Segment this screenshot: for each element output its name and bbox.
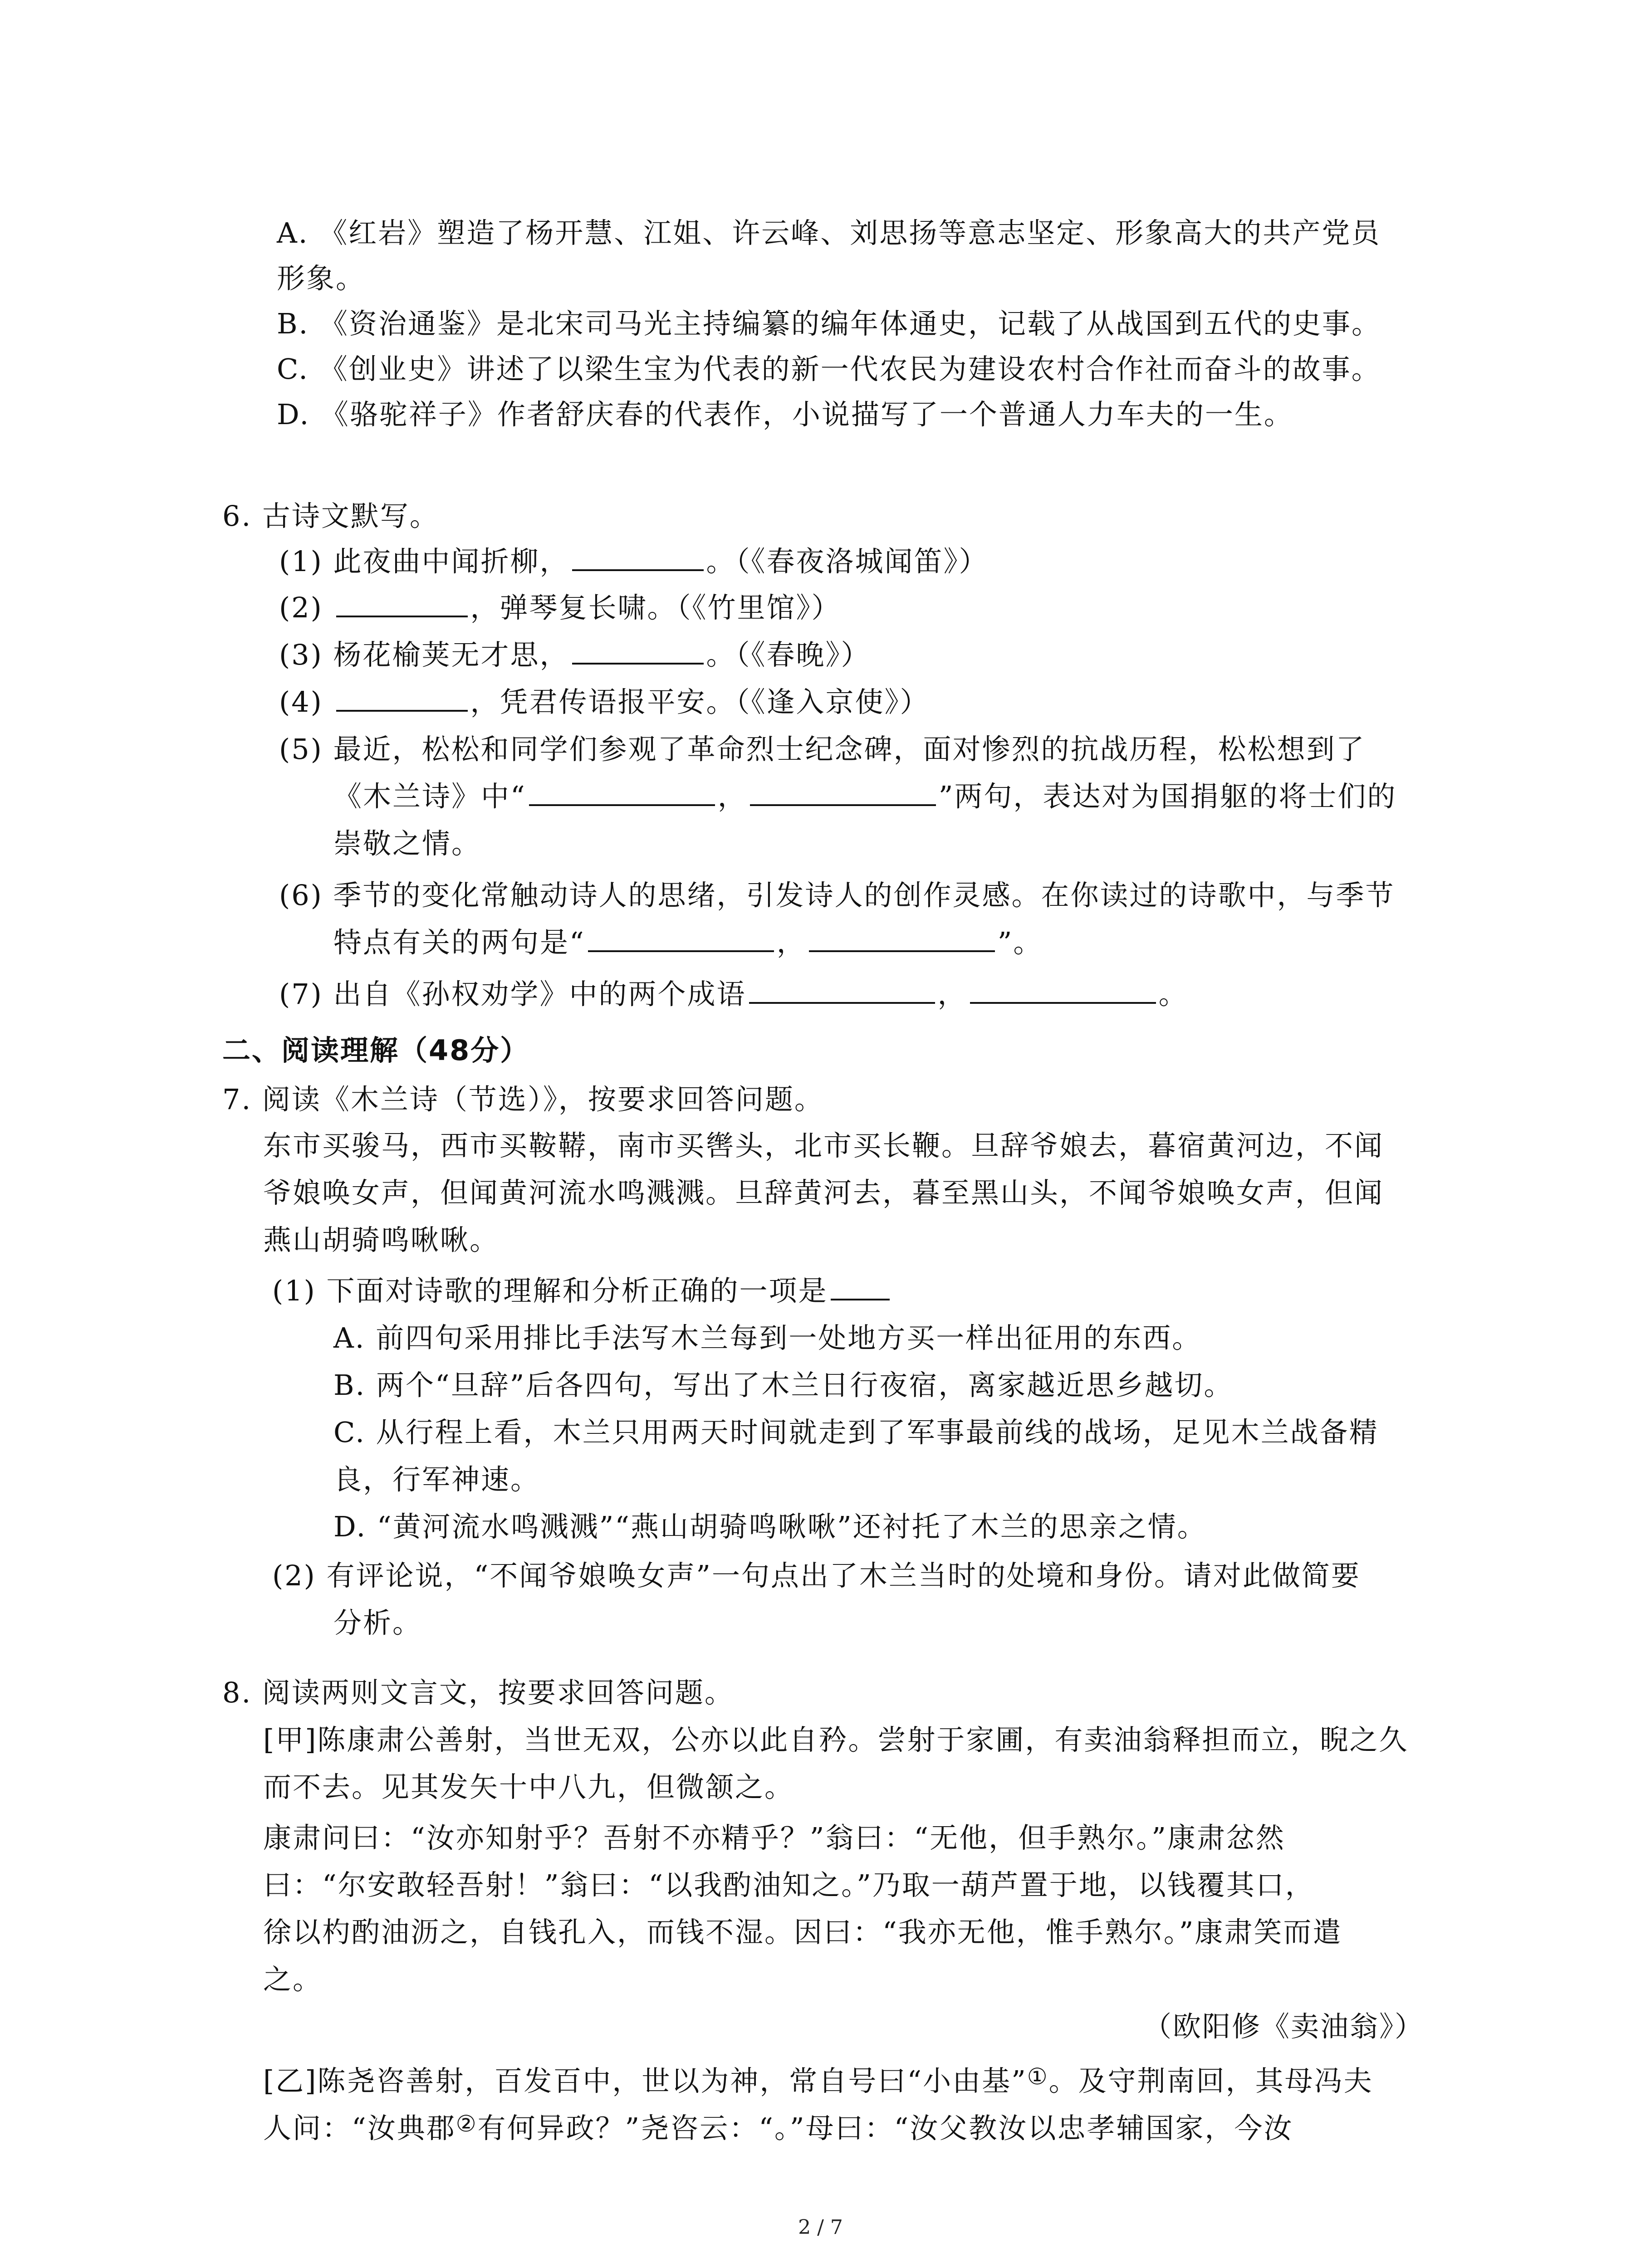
q6-item-1: [279, 543, 989, 580]
q6-item-5-line2: [333, 778, 1396, 815]
q5-option-d: D. 《骆驼祥子》作者舒庆春的代表作，小说描写了一个普通人力车夫的一生。: [277, 398, 1293, 431]
q8-jia-line3: 康肃问曰：“汝亦知射乎？吾射不亦精乎？”翁曰：“无他，但手熟尔。”康肃忿然: [263, 1821, 1285, 1854]
q7-sub1-text: (1) 下面对诗歌的理解和分析正确的一项是: [272, 1274, 828, 1307]
q6-item-7-tail: 。: [1158, 978, 1188, 1011]
q6-item-5-sep: ，: [717, 780, 747, 813]
q5-option-a-line2: 形象。: [277, 262, 366, 295]
q6-item-1-text: (1) 此夜曲中闻折柳，: [279, 545, 569, 578]
q6-item-4: [279, 684, 930, 720]
q5-option-b: B. 《资治通鉴》是北宋司马光主持编纂的编年体通史，记载了从战国到五代的史事。: [277, 307, 1381, 340]
answer-blank[interactable]: [336, 590, 468, 617]
q8-yi-tail: 有何异政？”尧咨云：“。”母曰：“汝父教汝以忠孝辅国家，今汝: [477, 2112, 1293, 2145]
q6-item-5-text: 《木兰诗》中“: [333, 780, 526, 813]
q8-yi-line2: [263, 2106, 1293, 2146]
answer-blank[interactable]: [588, 925, 774, 952]
q7-sub1: [272, 1273, 892, 1309]
q7-poem-line1: 东市买骏马，西市买鞍鞯，南市买辔头，北市买长鞭。旦辞爷娘去，暮宿黄河边，不闻: [263, 1129, 1384, 1162]
q6-item-6-tail: ”。: [997, 926, 1043, 959]
q6-title: 6. 古诗文默写。: [222, 499, 439, 533]
answer-blank[interactable]: [749, 977, 935, 1004]
q7-option-d: D. “黄河流水鸣溅溅”“燕山胡骑鸣啾啾”还衬托了木兰的思亲之情。: [333, 1510, 1207, 1543]
q6-item-2: [279, 590, 841, 626]
q7-option-c-line1: C. 从行程上看，木兰只用两天时间就走到了军事最前线的战场，足见木兰战备精: [333, 1416, 1379, 1449]
q8-yi-tail: 。及守荆南回，其母冯夫: [1048, 2064, 1373, 2097]
q6-item-6-sep: ，: [776, 926, 806, 959]
q7-title: 7. 阅读《木兰诗（节选）》，按要求回答问题。: [222, 1083, 824, 1116]
answer-blank[interactable]: [809, 925, 995, 952]
q6-item-4-num: (4): [279, 685, 333, 719]
page-number: 2 / 7: [798, 2216, 843, 2239]
answer-blank[interactable]: [572, 637, 704, 665]
q7-option-b: B. 两个“旦辞”后各四句，写出了木兰日行夜宿，离家越近思乡越切。: [333, 1369, 1234, 1402]
q8-jia-line1: [甲]陈康肃公善射，当世无双，公亦以此自矜。尝射于家圃，有卖油翁释担而立，睨之久: [263, 1723, 1409, 1756]
q8-source: （欧阳修《卖油翁》）: [1143, 2010, 1425, 2043]
q6-item-3-source: 。（《春晚》）: [706, 638, 871, 671]
q8-yi-text: 人问：“汝典郡: [263, 2112, 456, 2145]
answer-blank[interactable]: [572, 544, 704, 571]
q6-item-3-text: (3) 杨花榆荚无才思，: [279, 638, 569, 671]
answer-blank[interactable]: [970, 977, 1156, 1004]
q7-option-c-line2: 良，行军神速。: [333, 1463, 540, 1496]
q6-item-6-text: 特点有关的两句是“: [333, 926, 585, 959]
section-heading: 二、阅读理解（48分）: [222, 1034, 530, 1067]
q7-poem-line3: 燕山胡骑鸣啾啾。: [263, 1223, 500, 1256]
q8-jia-line4: 曰：“尔安敢轻吾射！”翁曰：“以我酌油知之。”乃取一葫芦置于地，以钱覆其口，: [263, 1868, 1315, 1901]
q5-option-c: C. 《创业史》讲述了以梁生宝为代表的新一代农民为建设农村合作社而奋斗的故事。: [277, 352, 1381, 386]
q6-item-6-line2: [333, 924, 1043, 961]
q8-jia-line6: 之。: [263, 1963, 323, 1996]
q8-yi-text: [乙]陈尧咨善射，百发百中，世以为神，常自号曰“小由基”: [263, 2064, 1027, 2097]
q7-sub2-line2: 分析。: [333, 1606, 422, 1639]
q7-poem-line2: 爷娘唤女声，但闻黄河流水鸣溅溅。旦辞黄河去，暮至黑山头，不闻爷娘唤女声，但闻: [263, 1176, 1384, 1209]
q6-item-3: [279, 637, 871, 673]
q6-item-5-line3: 崇敬之情。: [333, 827, 481, 860]
answer-blank[interactable]: [529, 779, 715, 806]
q6-item-7: [279, 976, 1188, 1012]
q6-item-7-sep: ，: [937, 978, 967, 1011]
q5-option-a-line1: A. 《红岩》塑造了杨开慧、江姐、许云峰、刘思扬等意志坚定、形象高大的共产党员: [277, 216, 1381, 249]
q6-item-2-text: ，弹琴复长啸。（《竹里馆》）: [470, 591, 841, 624]
footnote-marker: ①: [1027, 2063, 1049, 2090]
answer-blank[interactable]: [831, 1273, 890, 1300]
q8-yi-line1: [263, 2058, 1373, 2099]
answer-blank[interactable]: [750, 779, 936, 806]
q7-option-a: A. 前四句采用排比手法写木兰每到一处地方买一样出征用的东西。: [333, 1321, 1202, 1354]
q8-jia-line5: 徐以杓酌油沥之，自钱孔入，而钱不湿。因曰：“我亦无他，惟手熟尔。”康肃笑而遣: [263, 1916, 1342, 1949]
q6-item-1-source: 。（《春夜洛城闻笛》）: [706, 545, 989, 578]
q8-title: 8. 阅读两则文言文，按要求回答问题。: [222, 1676, 734, 1709]
q8-jia-line2: 而不去。见其发矢十中八九，但微颔之。: [263, 1770, 794, 1804]
answer-blank[interactable]: [336, 684, 468, 712]
q6-item-2-num: (2): [279, 591, 333, 624]
q6-item-5-line1: (5) 最近，松松和同学们参观了革命烈士纪念碑，面对惨烈的抗战历程，松松想到了: [279, 733, 1366, 766]
q6-item-6-line1: (6) 季节的变化常触动诗人的思绪，引发诗人的创作灵感。在你读过的诗歌中，与季节: [279, 879, 1395, 912]
q7-sub2-line1: (2) 有评论说，“不闻爷娘唤女声”一句点出了木兰当时的处境和身份。请对此做简要: [272, 1559, 1361, 1592]
q6-item-5-tail: ”两句，表达对为国捐躯的将士们的: [938, 780, 1397, 813]
q6-item-4-text: ，凭君传语报平安。（《逢入京使》）: [470, 685, 930, 719]
q6-item-7-text: (7) 出自《孙权劝学》中的两个成语: [279, 978, 746, 1011]
footnote-marker: ②: [456, 2111, 478, 2137]
